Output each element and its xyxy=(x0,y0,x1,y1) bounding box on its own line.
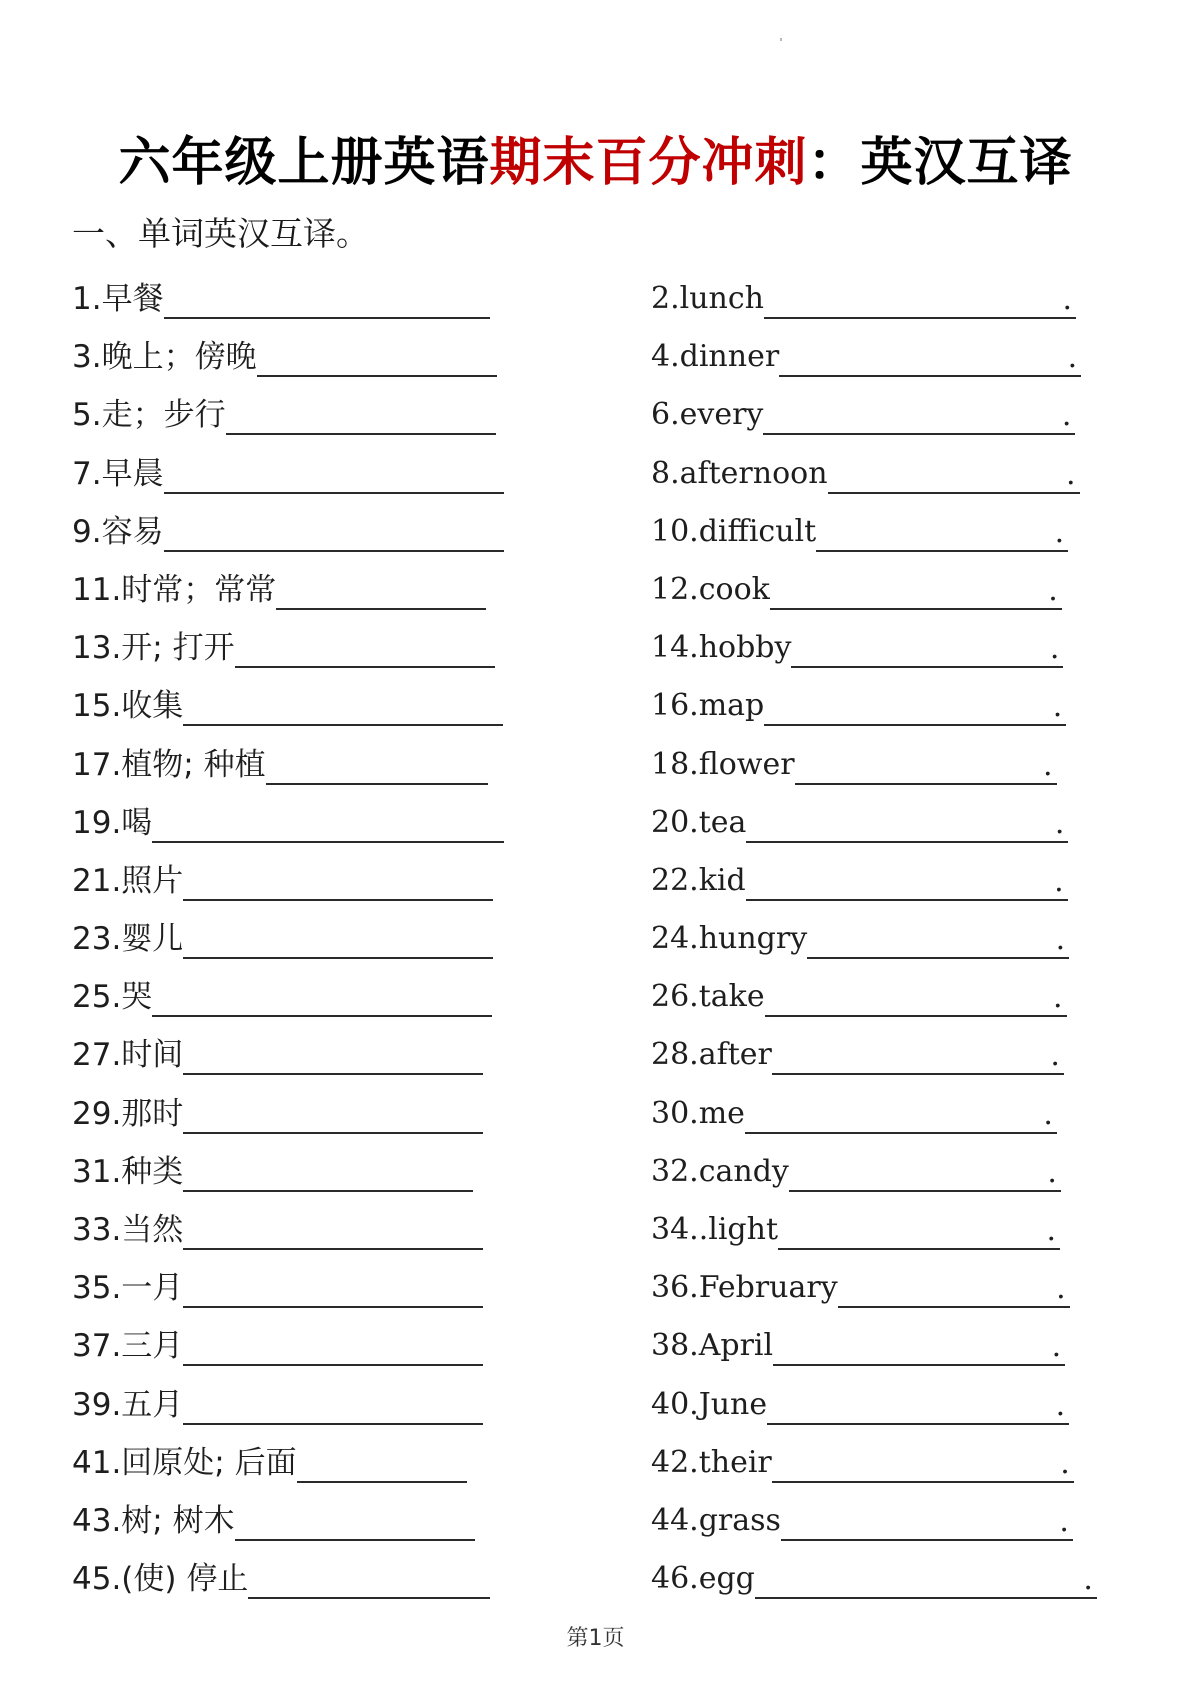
item-prompt: 11.时常；常常 xyxy=(72,571,277,608)
item-row xyxy=(0,619,1191,677)
answer-blank[interactable] xyxy=(183,1322,483,1366)
item-prompt: 8.afternoon xyxy=(651,455,828,491)
item-row xyxy=(0,386,1191,444)
english-to-chinese-item xyxy=(651,1317,1065,1375)
answer-blank[interactable] xyxy=(152,973,492,1017)
answer-blank[interactable] xyxy=(183,1090,483,1134)
english-to-chinese-item xyxy=(651,1026,1064,1084)
answer-blank[interactable] xyxy=(183,1381,483,1425)
item-prompt: 38.April xyxy=(651,1328,774,1364)
answer-blank[interactable] xyxy=(183,1031,483,1075)
item-prompt: 32.candy xyxy=(651,1153,789,1189)
answer-blank[interactable] xyxy=(164,275,490,319)
item-prompt: 43.树; 树木 xyxy=(72,1502,235,1539)
item-row xyxy=(0,968,1191,1026)
item-prompt: 12.cook xyxy=(651,571,770,607)
period-mark: . xyxy=(1043,1096,1053,1132)
english-to-chinese-item xyxy=(651,386,1075,444)
english-to-chinese-item xyxy=(651,328,1081,386)
item-row xyxy=(0,1550,1191,1608)
answer-blank[interactable] xyxy=(276,566,486,610)
english-to-chinese-item xyxy=(651,1143,1061,1201)
item-row xyxy=(0,677,1191,735)
english-to-chinese-item xyxy=(651,561,1062,619)
english-to-chinese-item xyxy=(651,1259,1070,1317)
english-to-chinese-item xyxy=(651,445,1080,503)
item-prompt: 44.grass xyxy=(651,1502,781,1538)
item-row xyxy=(0,736,1191,794)
chinese-to-english-item xyxy=(72,1259,483,1317)
answer-blank[interactable] xyxy=(183,857,493,901)
item-prompt: 26.take xyxy=(651,979,765,1015)
period-mark: . xyxy=(1052,689,1063,725)
answer-blank[interactable] xyxy=(778,1206,1060,1250)
page-title xyxy=(0,131,1191,195)
answer-blank[interactable] xyxy=(183,915,493,959)
item-prompt: 18.flower xyxy=(651,746,795,782)
item-prompt: 31.种类 xyxy=(72,1153,184,1190)
item-prompt: 20.tea xyxy=(651,804,747,840)
period-mark: . xyxy=(1051,1329,1062,1365)
chinese-to-english-item xyxy=(72,619,495,677)
chinese-to-english-item xyxy=(72,736,488,794)
item-prompt: 19.喝 xyxy=(72,804,153,841)
answer-blank[interactable] xyxy=(152,799,504,843)
chinese-to-english-item xyxy=(72,1201,483,1259)
chinese-to-english-item xyxy=(72,794,504,852)
item-prompt: 30.me xyxy=(651,1095,745,1131)
answer-blank[interactable] xyxy=(745,1090,1057,1134)
answer-blank[interactable] xyxy=(772,1439,1074,1483)
period-mark: . xyxy=(1050,1038,1060,1074)
answer-blank[interactable] xyxy=(746,799,1068,843)
english-to-chinese-item xyxy=(651,270,1076,328)
answer-blank[interactable] xyxy=(248,1555,490,1599)
answer-blank[interactable] xyxy=(789,1148,1061,1192)
item-prompt: 28.after xyxy=(651,1037,772,1073)
english-to-chinese-item xyxy=(651,910,1069,968)
period-mark: . xyxy=(1055,922,1066,958)
answer-blank[interactable] xyxy=(164,450,504,494)
english-to-chinese-item xyxy=(651,1201,1060,1259)
english-to-chinese-item xyxy=(651,1550,1097,1608)
item-prompt: 10.difficult xyxy=(651,513,817,549)
answer-blank[interactable] xyxy=(779,333,1081,377)
answer-blank[interactable] xyxy=(183,1148,473,1192)
answer-blank[interactable] xyxy=(235,624,495,668)
item-prompt: 40.June xyxy=(651,1386,768,1422)
item-row xyxy=(0,503,1191,561)
chinese-to-english-item xyxy=(72,677,503,735)
english-to-chinese-item xyxy=(651,1376,1069,1434)
answer-blank[interactable] xyxy=(795,741,1057,785)
english-to-chinese-item xyxy=(651,736,1057,794)
chinese-to-english-item xyxy=(72,968,492,1026)
item-prompt: 16.map xyxy=(651,688,765,724)
chinese-to-english-item xyxy=(72,1376,483,1434)
chinese-to-english-item xyxy=(72,1143,473,1201)
item-prompt: 3.晚上；傍晚 xyxy=(72,339,257,376)
answer-blank[interactable] xyxy=(183,1206,483,1250)
item-prompt: 34..light xyxy=(651,1212,779,1247)
chinese-to-english-item xyxy=(72,503,504,561)
answer-blank[interactable] xyxy=(816,508,1068,552)
period-mark: . xyxy=(1059,1503,1069,1539)
item-row xyxy=(0,328,1191,386)
chinese-to-english-item xyxy=(72,1434,467,1492)
item-prompt: 15.收集 xyxy=(72,688,184,725)
answer-blank[interactable] xyxy=(828,450,1080,494)
chinese-to-english-item xyxy=(72,1492,475,1550)
period-mark: . xyxy=(1067,340,1078,376)
item-prompt: 23.婴儿 xyxy=(72,921,184,958)
english-to-chinese-item xyxy=(651,1085,1057,1143)
answer-blank[interactable] xyxy=(746,857,1068,901)
answer-blank[interactable] xyxy=(807,915,1069,959)
item-row xyxy=(0,1085,1191,1143)
chinese-to-english-item xyxy=(72,270,490,328)
chinese-to-english-item xyxy=(72,1026,483,1084)
answer-blank[interactable] xyxy=(763,391,1075,435)
answer-blank[interactable] xyxy=(764,275,1076,319)
item-prompt: 39.五月 xyxy=(72,1386,184,1423)
period-mark: . xyxy=(1054,514,1065,550)
item-prompt: 37.三月 xyxy=(72,1328,184,1365)
chinese-to-english-item xyxy=(72,445,504,503)
english-to-chinese-item xyxy=(651,503,1068,561)
section-heading: 一、单词英汉互译。 xyxy=(72,214,369,253)
answer-blank[interactable] xyxy=(235,1497,475,1541)
item-row xyxy=(0,1259,1191,1317)
answer-blank[interactable] xyxy=(226,391,496,435)
item-row xyxy=(0,1143,1191,1201)
item-prompt: 29.那时 xyxy=(72,1095,184,1132)
answer-blank[interactable] xyxy=(297,1439,467,1483)
scan-artifact-dot xyxy=(780,38,782,41)
item-prompt: 9.容易 xyxy=(72,513,164,550)
answer-blank[interactable] xyxy=(791,624,1063,668)
answer-blank[interactable] xyxy=(770,566,1062,610)
answer-blank[interactable] xyxy=(772,1031,1064,1075)
chinese-to-english-item xyxy=(72,910,493,968)
item-prompt: 13.开; 打开 xyxy=(72,630,235,667)
answer-blank[interactable] xyxy=(266,741,488,785)
item-prompt: 27.时间 xyxy=(72,1037,184,1074)
period-mark: . xyxy=(1062,282,1072,317)
english-to-chinese-item xyxy=(651,677,1066,735)
answer-blank[interactable] xyxy=(765,973,1067,1017)
item-prompt: 7.早晨 xyxy=(72,455,164,492)
period-mark: . xyxy=(1054,863,1064,899)
item-prompt: 2.lunch xyxy=(651,281,764,316)
period-mark: . xyxy=(1061,398,1072,434)
item-row xyxy=(0,561,1191,619)
item-prompt: 36.February xyxy=(651,1270,838,1306)
item-prompt: 42.their xyxy=(651,1444,772,1480)
english-to-chinese-item xyxy=(651,1434,1074,1492)
answer-blank[interactable] xyxy=(257,333,497,377)
item-row xyxy=(0,910,1191,968)
title-part-grade: 六年级上册英语 xyxy=(118,132,490,193)
item-row xyxy=(0,1317,1191,1375)
item-prompt: 24.hungry xyxy=(651,921,808,957)
period-mark: . xyxy=(1049,631,1060,667)
vocabulary-item-list xyxy=(0,270,1191,1608)
item-prompt: 41.回原处; 后面 xyxy=(72,1444,297,1481)
item-row xyxy=(0,1492,1191,1550)
item-prompt: 33.当然 xyxy=(72,1212,184,1248)
item-prompt: 35.一月 xyxy=(72,1270,184,1307)
item-prompt: 6.every xyxy=(651,397,764,433)
answer-blank[interactable] xyxy=(183,682,503,726)
item-row xyxy=(0,445,1191,503)
chinese-to-english-item xyxy=(72,386,496,444)
item-prompt: 22.kid xyxy=(651,862,746,898)
item-row xyxy=(0,1201,1191,1259)
item-row xyxy=(0,1026,1191,1084)
answer-blank[interactable] xyxy=(773,1322,1065,1366)
item-prompt: 5.走；步行 xyxy=(72,397,226,434)
item-row xyxy=(0,270,1191,328)
answer-blank[interactable] xyxy=(755,1555,1097,1599)
item-prompt: 4.dinner xyxy=(651,339,780,375)
answer-blank[interactable] xyxy=(781,1497,1073,1541)
period-mark: . xyxy=(1083,1562,1093,1598)
answer-blank[interactable] xyxy=(764,682,1066,726)
item-prompt: 14.hobby xyxy=(651,630,792,666)
period-mark: . xyxy=(1048,572,1058,608)
chinese-to-english-item xyxy=(72,328,497,386)
answer-blank[interactable] xyxy=(767,1381,1069,1425)
period-mark: . xyxy=(1065,456,1076,492)
title-part-accent: 期末百分冲刺 xyxy=(489,132,808,193)
answer-blank[interactable] xyxy=(164,508,504,552)
item-row xyxy=(0,1434,1191,1492)
english-to-chinese-item xyxy=(651,852,1068,910)
english-to-chinese-item xyxy=(651,968,1067,1026)
english-to-chinese-item xyxy=(651,619,1063,677)
item-prompt: 45.(使) 停止 xyxy=(72,1561,249,1598)
english-to-chinese-item xyxy=(651,1492,1073,1550)
english-to-chinese-item xyxy=(651,794,1068,852)
item-prompt: 46.egg xyxy=(651,1561,755,1597)
page-number: 第1页 xyxy=(566,1626,625,1651)
item-prompt: 21.照片 xyxy=(72,862,184,899)
period-mark: . xyxy=(1053,980,1063,1016)
answer-blank[interactable] xyxy=(183,1264,483,1308)
item-prompt: 17.植物; 种植 xyxy=(72,746,266,783)
period-mark: . xyxy=(1056,1271,1066,1307)
period-mark: . xyxy=(1043,747,1053,783)
period-mark: . xyxy=(1054,805,1065,841)
answer-blank[interactable] xyxy=(838,1264,1070,1308)
item-row xyxy=(0,794,1191,852)
chinese-to-english-item xyxy=(72,1550,490,1608)
item-prompt: 1.早餐 xyxy=(72,281,164,317)
title-part-topic: ：英汉互译 xyxy=(807,132,1073,193)
chinese-to-english-item xyxy=(72,1085,483,1143)
period-mark: . xyxy=(1060,1445,1070,1481)
item-prompt: 25.哭 xyxy=(72,979,153,1016)
chinese-to-english-item xyxy=(72,561,486,619)
chinese-to-english-item xyxy=(72,852,493,910)
period-mark: . xyxy=(1055,1387,1066,1423)
period-mark: . xyxy=(1046,1213,1057,1248)
period-mark: . xyxy=(1047,1154,1057,1190)
item-row xyxy=(0,852,1191,910)
chinese-to-english-item xyxy=(72,1317,483,1375)
item-row xyxy=(0,1376,1191,1434)
